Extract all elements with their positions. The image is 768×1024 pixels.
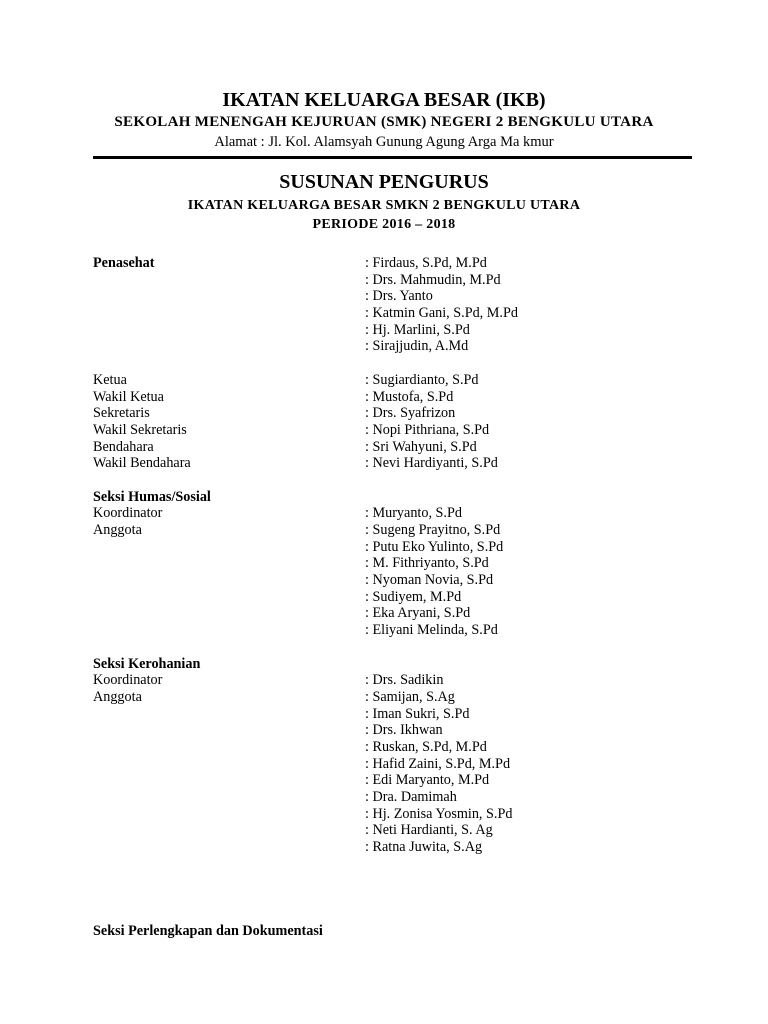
- spacer: [93, 872, 713, 889]
- member-name: : Hj. Marlini, S.Pd: [365, 321, 470, 338]
- spacer: [93, 856, 713, 873]
- role-label: Koordinator: [93, 505, 163, 522]
- roster-row: [93, 255, 713, 272]
- member-name: : Sirajjudin, A.Md: [365, 338, 469, 355]
- member-name: : Hafid Zaini, S.Pd, M.Pd: [365, 755, 511, 772]
- member-name: : Iman Sukri, S.Pd: [365, 705, 470, 722]
- role-label: Bendahara: [93, 438, 154, 455]
- role-label: Sekretaris: [93, 405, 150, 422]
- section-heading: Seksi Perlengkapan dan Dokumentasi: [93, 922, 323, 939]
- roster-row: [93, 706, 713, 723]
- roster-row: [93, 505, 713, 522]
- section-heading: Penasehat: [93, 255, 155, 271]
- spacer: [93, 472, 713, 489]
- roster-row: [93, 372, 713, 389]
- roster-row: [93, 555, 713, 572]
- member-name: : Putu Eko Yulinto, S.Pd: [365, 538, 504, 555]
- member-name: : Nyoman Novia, S.Pd: [365, 572, 494, 589]
- roster-row: [93, 756, 713, 773]
- roster-row: [93, 489, 713, 506]
- roster-row: [93, 572, 713, 589]
- roster-row: [93, 739, 713, 756]
- roster-row: [93, 622, 713, 639]
- roster-row: [93, 822, 713, 839]
- role-label: Wakil Ketua: [93, 388, 164, 405]
- member-name: : Sri Wahyuni, S.Pd: [365, 438, 477, 455]
- roster-row: [93, 772, 713, 789]
- roster-row: [93, 389, 713, 406]
- roster-row: [93, 839, 713, 856]
- member-name: : Drs. Yanto: [365, 288, 433, 305]
- member-name: : Nevi Hardiyanti, S.Pd: [365, 455, 498, 472]
- roster-row: [93, 605, 713, 622]
- section-heading: Seksi Humas/Sosial: [93, 488, 211, 505]
- member-name: : Edi Maryanto, M.Pd: [365, 772, 490, 789]
- org-title: IKATAN KELUARGA BESAR (IKB): [222, 89, 546, 111]
- member-name: : Ratna Juwita, S.Ag: [365, 839, 483, 856]
- roster-row: [93, 672, 713, 689]
- role-label: Anggota: [93, 688, 142, 705]
- roster-row: [93, 422, 713, 439]
- member-name: : Eliyani Melinda, S.Pd: [365, 622, 498, 639]
- member-name: : Dra. Damimah: [365, 789, 457, 805]
- member-name: : Sugeng Prayitno, S.Pd: [365, 522, 501, 538]
- roster-row: [93, 539, 713, 556]
- roster-row: [93, 923, 713, 940]
- roster: [93, 255, 713, 939]
- roster-row: [93, 789, 713, 806]
- member-name: : Drs. Ikhwan: [365, 722, 443, 739]
- member-name: : Sudiyem, M.Pd: [365, 588, 462, 605]
- member-name: : Drs. Syafrizon: [365, 405, 456, 422]
- roster-row: [93, 522, 713, 539]
- member-name: : Katmin Gani, S.Pd, M.Pd: [365, 305, 518, 322]
- roster-row: [93, 405, 713, 422]
- document-period: PERIODE 2016 – 2018: [312, 217, 456, 232]
- role-label: Wakil Sekretaris: [93, 421, 187, 438]
- member-name: : Neti Hardianti, S. Ag: [365, 822, 493, 839]
- member-name: : Nopi Pithriana, S.Pd: [365, 421, 490, 438]
- roster-row: [93, 589, 713, 606]
- section-heading: Seksi Kerohanian: [93, 655, 201, 672]
- role-label: Wakil Bendahara: [93, 455, 191, 472]
- roster-row: [93, 806, 713, 823]
- roster-row: [93, 272, 713, 289]
- roster-row: [93, 305, 713, 322]
- member-name: : Ruskan, S.Pd, M.Pd: [365, 738, 487, 755]
- member-name: : Sugiardianto, S.Pd: [365, 371, 479, 388]
- member-name: : Drs. Mahmudin, M.Pd: [365, 271, 501, 288]
- role-label: Ketua: [93, 371, 127, 388]
- role-label: Anggota: [93, 522, 142, 538]
- member-name: : Drs. Sadikin: [365, 672, 444, 689]
- member-name: : M. Fithriyanto, S.Pd: [365, 555, 489, 572]
- roster-row: [93, 338, 713, 355]
- school-name: SEKOLAH MENENGAH KEJURUAN (SMK) NEGERI 2 BENGKULU UTARA: [114, 114, 654, 130]
- member-name: : Eka Aryani, S.Pd: [365, 605, 471, 622]
- roster-row: [93, 322, 713, 339]
- document-subtitle: IKATAN KELUARGA BESAR SMKN 2 BENGKULU UTARA: [187, 198, 581, 213]
- roster-row: [93, 722, 713, 739]
- spacer: [93, 355, 713, 372]
- roster-row: [93, 288, 713, 305]
- roster-row: [93, 656, 713, 673]
- member-name: : Hj. Zonisa Yosmin, S.Pd: [365, 805, 513, 822]
- document-title: SUSUNAN PENGURUS: [279, 171, 489, 193]
- address: Alamat : Jl. Kol. Alamsyah Gunung Agung Arga Ma kmur: [214, 134, 554, 150]
- spacer: [93, 639, 713, 656]
- roster-row: [93, 689, 713, 706]
- roster-row: [93, 439, 713, 456]
- member-name: : Firdaus, S.Pd, M.Pd: [365, 255, 487, 271]
- member-name: : Muryanto, S.Pd: [365, 505, 462, 522]
- role-label: Koordinator: [93, 672, 163, 689]
- header-divider: [93, 156, 692, 159]
- spacer: [93, 889, 713, 906]
- spacer: [93, 906, 713, 923]
- member-name: : Mustofa, S.Pd: [365, 388, 454, 405]
- member-name: : Samijan, S.Ag: [365, 688, 455, 705]
- roster-row: [93, 455, 713, 472]
